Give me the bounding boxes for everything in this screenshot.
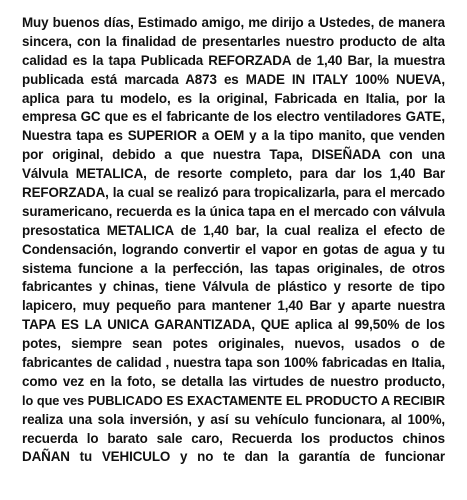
text-line: realiza una sola inversión, y así su vehículo funcionara, al 100%, [22,411,445,427]
text-line: TAPA ES LA UNICA GARANTIZADA, QUE aplica al 99,50% de los [22,317,445,333]
text-line: REFORZADA, la cual se realizó para tropicalizarla, para el mercado [22,185,445,201]
text-line: calidad es la tapa Publicada REFORZADA de 1,40 Bar, la muestra [22,52,445,68]
text-line: fabricantes de calidad , nuestra tapa son 100% fabricadas en Italia, [22,355,445,371]
text-line: fabricantes y chinas, tiene Válvula de plástico y resorte de tipo [22,279,445,295]
text-line: por original, debido a que nuestra Tapa, DISEÑADA con una [22,147,445,163]
text-line: Nuestra tapa es SUPERIOR a OEM y a la tipo manito, que venden [22,128,445,144]
document-body-text [22,14,445,467]
text-line: recuerda lo barato sale caro, Recuerda los productos chinos [22,430,445,446]
text-line: lapicero, muy pequeño para mantener 1,40 Bar y aparte nuestra [22,298,445,314]
text-line: potes, siempre sean potes originales, nuevos, usados o de [22,336,445,352]
text-line: DAÑAN tu VEHICULO y no te dan la garantía de funcionar [22,449,445,465]
text-line: aplica para tu modelo, es la original, Fabricada en Italia, por la [22,90,445,106]
text-line: Condensación, logrando convertir el vapor en gotas de agua y tu [22,241,445,257]
text-line: presostatica METALICA de 1,40 bar, la cual realiza el efecto de [22,222,445,238]
text-line: empresa GC que es el fabricante de los electro ventiladores GATE, [22,109,445,125]
text-line: publicada está marcada A873 es MADE IN ITALY 100% NUEVA, [22,71,445,87]
text-line: sistema funcione a la perfección, las tapas originales, de otros [22,260,445,276]
text-line: Válvula METALICA, de resorte completo, para dar los 1,40 Bar [22,166,445,182]
text-line: lo que ves PUBLICADO ES EXACTAMENTE EL PRODUCTO A RECIBIR [22,392,445,408]
text-line: suramericano, recuerda es la única tapa en el mercado con válvula [22,203,445,219]
text-line: como vez en la foto, se detalla las virtudes de nuestro producto, [22,373,445,389]
text-line: sincera, con la finalidad de presentarles nuestro producto de alta [22,33,445,49]
text-line: Muy buenos días, Estimado amigo, me dirijo a Ustedes, de manera [22,15,445,30]
